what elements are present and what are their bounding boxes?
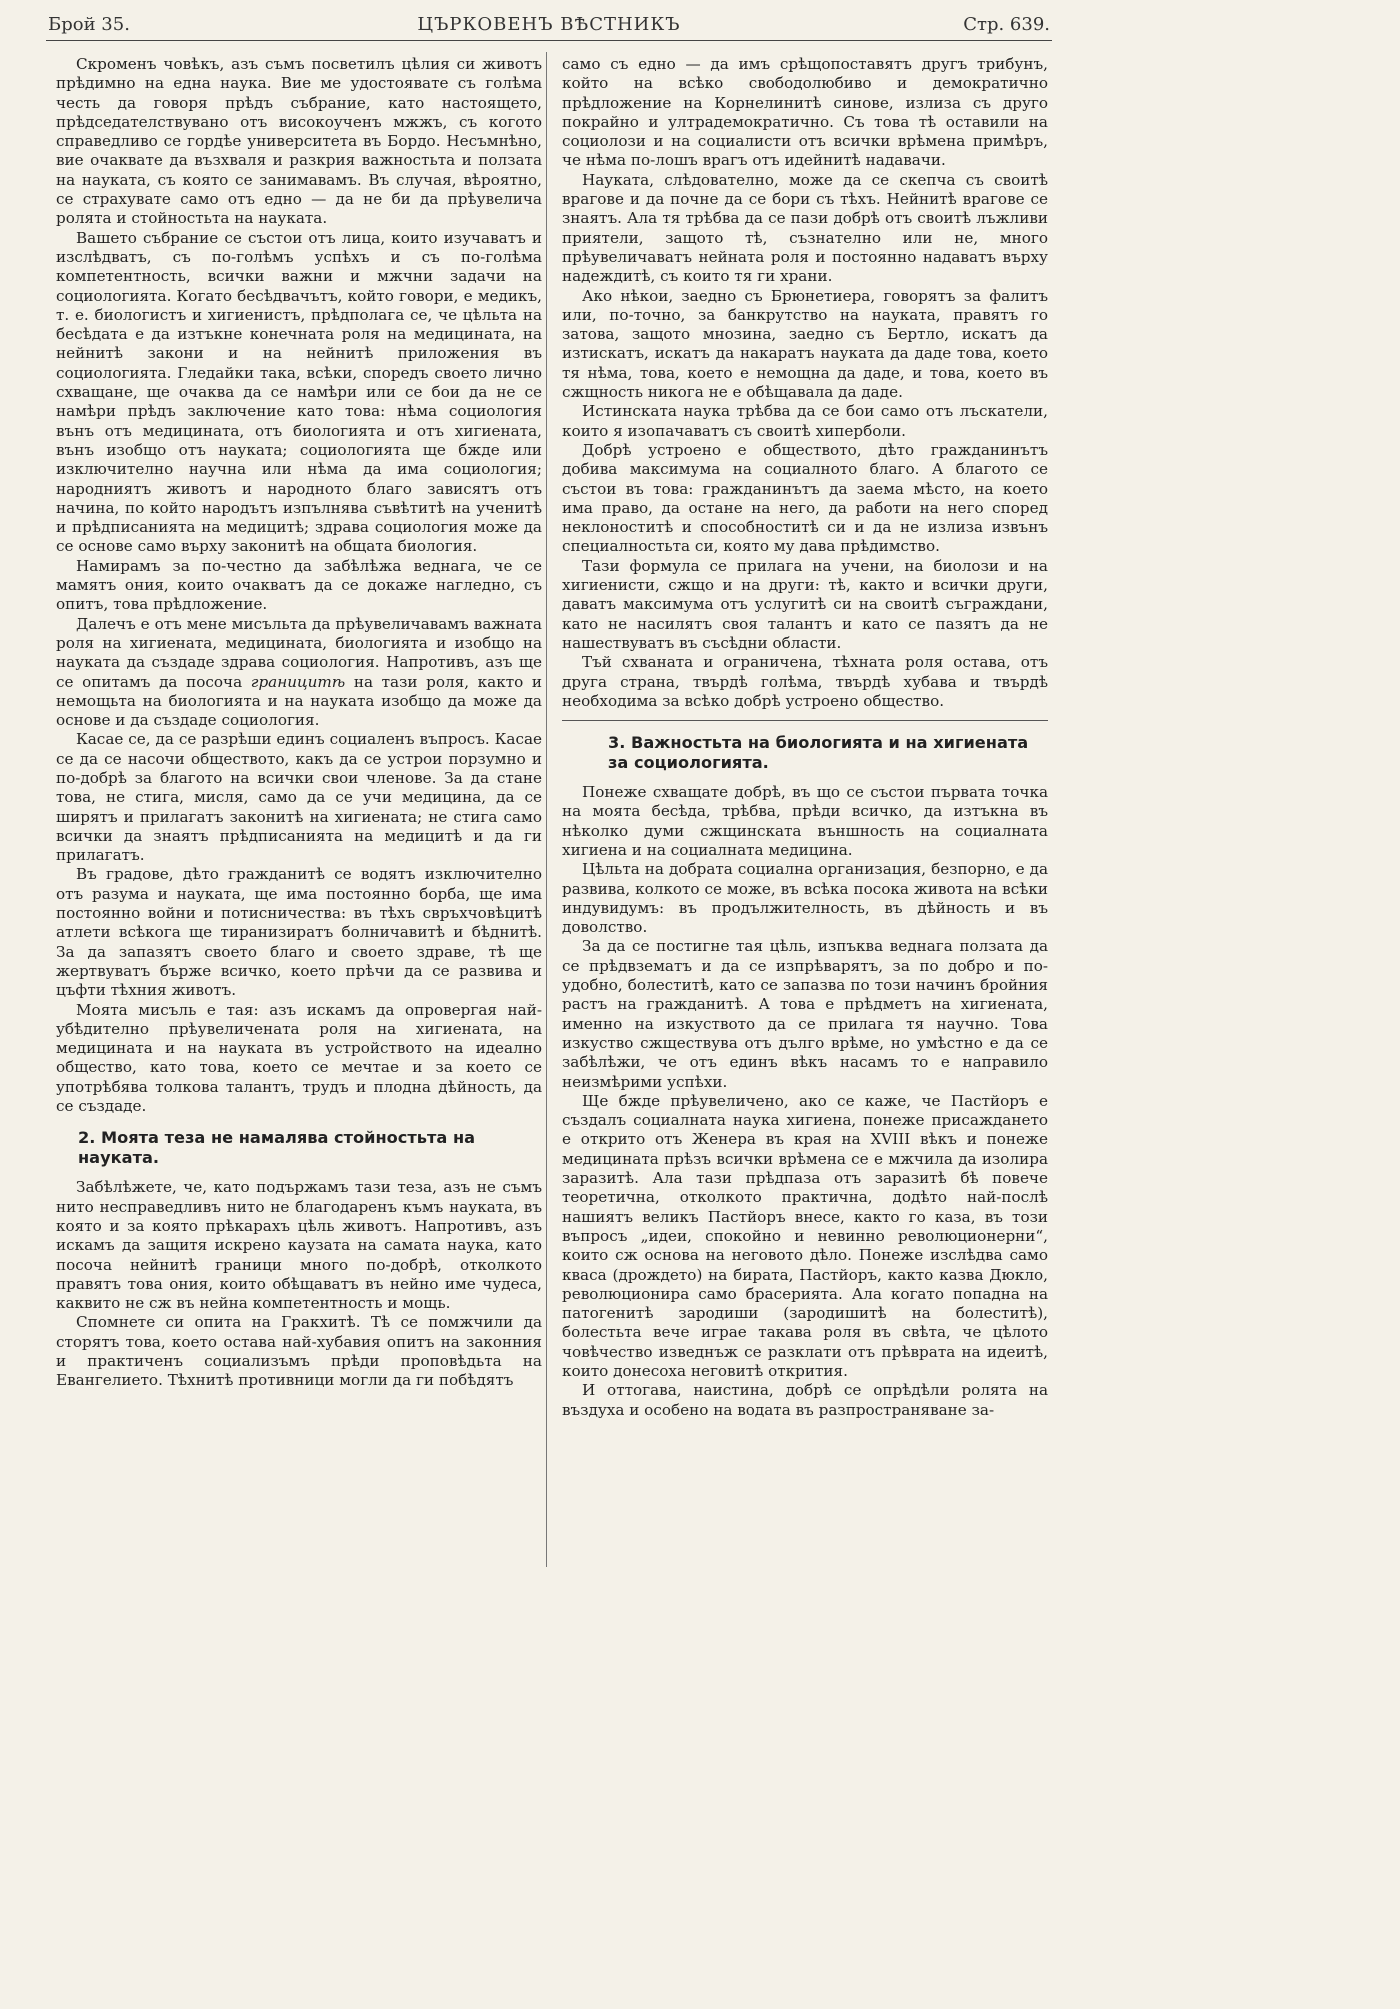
paragraph: Понеже схващате добрѣ, въ що се състои първата точка на моята бесѣда, трѣбва, прѣди всичко, да изтъкна въ нѣколко думи сжщинската външность на социалната хигиена и на социалната медицина. (562, 783, 1048, 859)
right-column (562, 55, 1048, 1420)
paragraph: само съ едно — да имъ срѣщопоставятъ другъ трибунъ, който на всѣко свободолюбиво и демократично прѣдложение на Корнелинитѣ синове, излиза съ друго покрайно и ултрадемократично. Съ това тѣ оставили на социолози и на социалисти отъ всички врѣмена примѣръ, че нѣма по-лошъ врагъ отъ идейнитѣ надавачи. (562, 55, 1048, 170)
page-number: Стр. 639. (963, 14, 1050, 35)
paragraph: Скроменъ човѣкъ, азъ съмъ посветилъ цѣлия си животъ прѣдимно на една наука. Вие ме удостоявате съ голѣма честь да говоря прѣдъ събрание, като настоящето, прѣдседателствувано отъ високоученъ мжжъ, съ когото справедливо се гордѣе университета въ Бордо. Несъмнѣно, вие очаквате да възхваля и разкрия важностьта и ползата на науката, съ която се занимавамъ. Въ случая, вѣроятно, се страхувате само отъ едно — да не би да прѣувелича ролята и стойностьта на науката. (56, 55, 542, 228)
issue-number: Брой 35. (48, 14, 130, 35)
paragraph: Науката, слѣдователно, може да се скепча съ своитѣ врагове и да почне да се бори съ тѣхъ. Нейнитѣ врагове се знаятъ. Ала тя трѣбва да се пази добрѣ отъ своитѣ лъжливи приятели, защото тѣ, съзнателно или не, много прѣувеличаватъ нейната роля и постоянно надаватъ върху надеждитѣ, съ които тя ги храни. (562, 170, 1048, 286)
paragraph (56, 615, 542, 731)
paragraph: Въ градове, дѣто гражданитѣ се водятъ изключително отъ разума и науката, ще има постоянно борба, ще има постоянно войни и потисничества: въ тѣхъ свръхчовѣцитѣ атлети всѣкога ще тиранизиратъ болничавитѣ и бѣднитѣ. За да запазятъ своето благо и своето здраве, тѣ ще жертвуватъ бърже всичко, което прѣчи да се развива и цъфти тѣхния животъ. (56, 865, 542, 1000)
paragraph: Тази формула се прилага на учени, на биолози и на хигиенисти, сжщо и на други: тѣ, както и всички други, даватъ максимума отъ услугитѣ си на своитѣ съграждани, като не насилятъ своя талантъ и като се пазятъ да не нашествуватъ въ съсѣдни области. (562, 556, 1048, 652)
left-column (56, 55, 542, 1391)
column-divider (546, 52, 547, 1567)
paragraph: Вашето събрание се състои отъ лица, които изучаватъ и изслѣдватъ, съ по-голѣмъ успѣхъ и съ по-голѣма компетентность, всички важни и мжчни задачи на социологията. Когато бесѣдвачътъ, който говори, е медикъ, т. е. биологистъ и хигиенистъ, прѣдполага се, че цѣльта на бесѣдата е да изтъкне конечната роля на медицината, на нейнитѣ закони и на нейнитѣ приложения въ социологията. Гледайки така, всѣки, споредъ своето лично схващане, ще очаква да се намѣри или се бои да не се намѣри прѣдъ заключение като това: нѣма социология вънъ отъ медицината, отъ биологията и отъ хигиената, вънъ изобщо отъ науката; социологията ще бжде или изключително научна или нѣма да има социология; народниятъ животъ и народното благо зависятъ отъ начина, по който народътъ изпълнява съвѣтитѣ на ученитѣ и прѣдписанията на медицитѣ; здрава социология може да се основе само върху законитѣ на общата биология. (56, 228, 542, 556)
newspaper-title: ЦЪРКОВЕНЪ ВѢСТНИКЪ (417, 14, 681, 35)
emphasis: границитѣ (250, 672, 346, 691)
paragraph: Ще бжде прѣувеличено, ако се каже, че Пастйоръ е създалъ социалната наука хигиена, понеже присаждането е открито отъ Женера въ края на XVIII вѣкъ и понеже медицината прѣзъ всички врѣмена се е мжчила да изолира заразитѣ. Ала тази прѣдпаза отъ заразитѣ бѣ повече теоретична, отколкото практична, додѣто най-послѣ нашиятъ великъ Пастйоръ внесе, както го каза, въ този въпросъ „идеи, спокойно и невинно революционерни“, които сж основа на неговото дѣло. Понеже изслѣдва само кваса (дрождето) на бирата, Пастйоръ, както казва Дюкло, революционира само брасерията. Ала когато попадна на патогенитѣ зародиши (зародишитѣ на болеститѣ), болестьта вече играе такава роля въ свѣта, че цѣлото човѣчество изведнъж се разклати отъ прѣврата на идеитѣ, които донесоха неговитѣ открития. (562, 1091, 1048, 1380)
section-heading: 2. Моята теза не намалява стойностьта на науката. (78, 1128, 476, 1168)
paragraph: И оттогава, наистина, добрѣ се опрѣдѣли ролята на въздуха и особено на водата въ разпространяване за- (562, 1381, 1048, 1419)
section-heading: 3. Важностьта на биологията и на хигиената за социологията. (608, 733, 1029, 773)
paragraph: Истинската наука трѣбва да се бои само отъ лъскатели, които я изопачаватъ съ своитѣ хиперболи. (562, 402, 1048, 440)
paragraph: За да се постигне тая цѣль, изпъква веднага ползата да се прѣдвзематъ и да се изпрѣварятъ, за по добро и по-удобно, болеститѣ, като се запазва по този начинъ бройния растъ на гражданитѣ. А това е прѣдметъ на хигиената, именно на изкуството да се прилага тя научно. Това изкуство сжществува отъ дълго врѣме, но умѣстно е да се забѣлѣжи, че отъ единъ вѣкъ насамъ то е направило неизмѣрими успѣхи. (562, 937, 1048, 1091)
text-span: Далечъ е отъ мене мисъльта да прѣувеличавамъ важната роля на хигиената, медицината, биологията и изобщо на науката да създаде здрава социология. Напротивъ, азъ ще се опитамъ да посоча (56, 614, 542, 691)
paragraph: Касае се, да се разрѣши единъ социаленъ въпросъ. Касае се да се насочи обществото, какъ да се устрои порзумно и по-добрѣ за благото на всички свои членове. За да стане това, не стига, мисля, само да се учи медицина, да се ширятъ и прилагатъ законитѣ на хигиената; не стига само всички да знаятъ прѣдписанията на медицитѣ и да ги прилагатъ. (56, 730, 542, 865)
page-header (48, 14, 1050, 42)
section-rule (562, 720, 1048, 721)
paragraph: Моята мисъль е тая: азъ искамъ да опровергая най-убѣдително прѣувеличената роля на хигиената, на медицината и на науката въ устройството на идеално общество, като това, което се мечтае и за което се употрѣбява толкова талантъ, трудъ и плодна дѣйность, да се създаде. (56, 1000, 542, 1116)
paragraph: Спомнете си опита на Гракхитѣ. Тѣ се помжчили да сторятъ това, което остава най-хубавия опитъ на законния и практиченъ социализъмъ прѣди проповѣдьта на Евангелието. Тѣхнитѣ противници могли да ги побѣдятъ (56, 1313, 542, 1390)
paragraph: Намирамъ за по-честно да забѣлѣжа веднага, че се мамятъ ония, които очакватъ да се докаже нагледно, съ опитъ, това прѣдложение. (56, 556, 542, 614)
paragraph: Забѣлѣжете, че, като подържамъ тази теза, азъ не съмъ нито несправедливъ нито не благодаренъ къмъ науката, въ която и за която прѣкарахъ цѣль животъ. Напротивъ, азъ искамъ да защитя искрено каузата на самата наука, като посоча нейнитѣ граници много по-добрѣ, отколкото правятъ това ония, които обѣщаватъ въ нейно име чудеса, каквито не сж въ нейна компетентность и мощь. (56, 1178, 542, 1313)
paragraph: Цѣльта на добрата социална организация, безпорно, е да развива, колкото се може, въ всѣка посока живота на всѣки индувидумъ: въ продължителность, въ дѣйность и въ доволство. (562, 860, 1048, 937)
paragraph: Тъй схваната и ограничена, тѣхната роля остава, отъ друга страна, твърдѣ голѣма, твърдѣ хубава и твърдѣ необходима за всѣко добрѣ устроено общество. (562, 653, 1048, 710)
paragraph: Ако нѣкои, заедно съ Брюнетиера, говорятъ за фалитъ или, по-точно, за банкрутство на науката, правятъ го затова, защото мнозина, заедно съ Бертло, искатъ да изтискатъ, искатъ да накаратъ науката да даде това, което тя нѣма, това, което е немощна да даде, и това, което въ сжщность никога не е обѣщавала да даде. (562, 286, 1048, 402)
text-span: на тази роля, както и немощьта на биологията и на науката изобщо да може да основе и да създаде социология. (56, 672, 543, 730)
paragraph: Добрѣ устроено е обществото, дѣто гражданинътъ добива максимума на социалното благо. А благото се състои въ това: гражданинътъ да заема мѣсто, на което има право, да остане на него, да работи на него според неклоноститѣ и способноститѣ си и да не излиза извънъ специалностьта си, която му дава прѣдимство. (562, 440, 1048, 556)
header-rule (46, 40, 1052, 41)
